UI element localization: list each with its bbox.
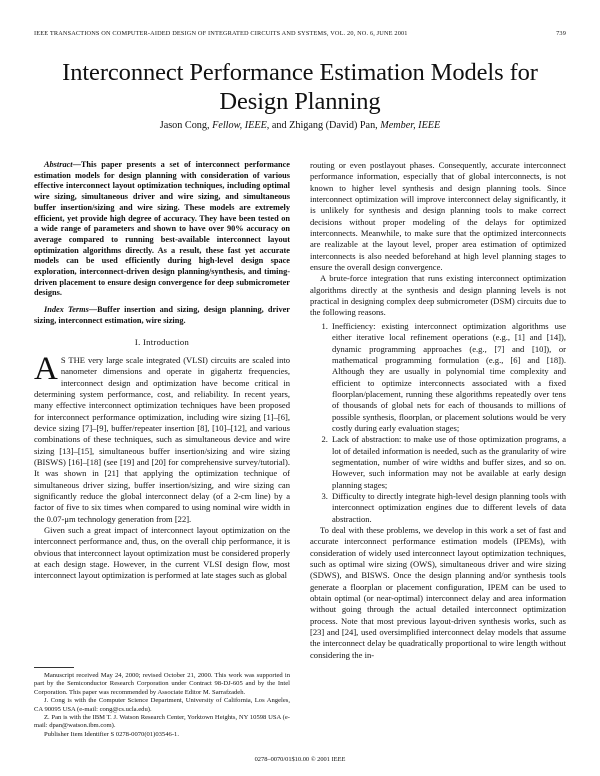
footnote-publisher-id: Publisher Item Identifier S 0278-0070(01)03546-1. bbox=[44, 730, 179, 738]
drop-cap: A bbox=[34, 350, 58, 387]
abstract-text: —This paper presents a set of interconnect performance estimation models for design planning with consideration of various effective interconnect layout optimization techniques, including optimal wire sizing, simultaneous driver and wire sizing, and simultaneous buffer insertion/sizing and wire sizing. These models are extremely efficient, yet provide high degree of accuracy. They have been tested on a wide range of parameters and shown to have over 90% accuracy on average compared to running best-available interconnect layout optimization algorithms directly. As a result, these fast yet accurate models can be used efficiently during high-level design space exploration, interconnect-driven design planning/synthesis, and timing-driven placement to ensure design convergence for deep submicrometer designs. bbox=[34, 160, 290, 298]
left-column bbox=[34, 160, 290, 582]
index-terms-label: Index Terms bbox=[44, 305, 89, 315]
footnotes bbox=[34, 672, 290, 739]
intro-p1-text: S THE very large scale integrated (VLSI) circuits are scaled into nanometer dimensions and operate in gigahertz frequencies, interconnect design and optimization have become critical in determining system performance, cost, and reliability. In recent years, many effective interconnect optimization techniques have been proposed for interconnect performance optimization, including wire sizing [1]–[6], device sizing [7]–[9], buffer/repeater insertion [8], [10]–[12], and various combinations of these techniques, such as simultaneous device and wire sizing [13]–[15], simultaneous buffer insertion/sizing and wire sizing (BISWS) [16]–[18] (see [19] and [20] for comprehensive survey/tutorial). It was shown in [21] that applying the optimization technique of simultaneous driver sizing, buffer insertion/sizing, and wire sizing can significantly reduce the global interconnect delay (of a 2-cm line) by a factor of five to six times when compared to using nominal wire width in the 0.07-μm technology generation from [22]. bbox=[34, 354, 290, 524]
footnote-manuscript: Manuscript received May 24, 2000; revised October 21, 2000. This work was supported in part by the Semiconductor Research Corporation under Contract 98-DJ-605 and by the Intel Corporation. This paper was recommended by Associate Editor M. Sarrafzadeh. bbox=[34, 672, 290, 696]
list-item: 1. Inefficiency: existing interconnect optimization algorithms use either iterative local refinement operations (e.g., [1] and [14]), dynamic programming approaches (e.g., [7] and [10]), or mathematical programming formulation (e.g., [6] and [18]). Although they are usually in polynomial time complexity and efficient to optimize interconnects associated with a fixed floorplan/placement, running these algorithms repeatedly over tens of thousands of global nets for each of thousands to millions of possible synthesis, floorplan, or placement solutions would be very costly during early evaluation stages; bbox=[330, 321, 566, 434]
reason-list bbox=[310, 321, 566, 525]
right-paragraph-2: A brute-force integration that runs existing interconnect optimization algorithms directly at the synthesis and design planning levels is not practical in designing complex deep submicrometer (DSM) circuits due to the following reasons. bbox=[310, 273, 566, 318]
author-1-name: Jason Cong, bbox=[159, 120, 210, 131]
intro-paragraph-2: Given such a great impact of interconnect layout optimization on the interconnect performance and, thus, on the overall chip performance, it is obvious that interconnect layout optimization must be considered properly at each design stage. However, in the current VLSI design flow, most interconnect layout optimization is performed at late stages such as global bbox=[34, 525, 290, 581]
right-paragraph-1: routing or even postlayout phases. Consequently, accurate interconnect performance information, especially that of global interconnects, is not known to higher level synthesis and design planning tools. Since interconnect optimization will improve interconnect delay significantly, it is unlikely for synthesis and design planning tools to make correct decisions without proper modeling of the delays for optimized interconnects. Meanwhile, to make sure that the optimized interconnects are realizable at the layout level, proper area estimation of optimized interconnects is also needed beforehand at high level planning stages to ensure the overall design convergence. bbox=[310, 160, 566, 273]
author-2-name: Zhigang (David) Pan, bbox=[289, 120, 378, 131]
author-and: and bbox=[271, 120, 287, 131]
index-terms-text: —Buffer insertion and sizing, design planning, driver sizing, interconnect estimation, wire sizing. bbox=[34, 305, 290, 325]
right-column bbox=[310, 160, 566, 661]
abstract-label: Abstract bbox=[44, 160, 73, 169]
right-paragraph-3: To deal with these problems, we develop in this work a set of fast and accurate interconnect performance estimation models (IPEMs), with consideration of widely used interconnect layout optimization techniques, such as optimal wire sizing (OWS), simultaneous driver and wire sizing (SDWS), and BISWS. Once the design planning and/or synthesis tools generate a floorplan or placement configuration, IPEM can be used to obtain optimal (or near-optimal) interconnect delay and area information without going through the actual detailed interconnect optimization process. Note that most previous layout-driven synthesis works, such as [23] and [24], used oversimplified interconnect delay models that assume the interconnect delay be quadratically proportional to wire length without considering the in- bbox=[310, 525, 566, 660]
index-terms bbox=[34, 305, 290, 326]
footnote-cong: J. Cong is with the Computer Science Department, University of California, Los Angeles, CA 90095 USA (e-mail: cong@cs.ucla.edu). bbox=[34, 697, 290, 713]
abstract bbox=[34, 160, 290, 299]
section-heading: I. Introduction bbox=[134, 336, 190, 347]
list-item: 3. Difficulty to directly integrate high-level design planning tools with interconnect optimization engines due to different levels of data abstraction. bbox=[330, 491, 566, 525]
journal-header: IEEE TRANSACTIONS ON COMPUTER-AIDED DESIGN OF INTEGRATED CIRCUITS AND SYSTEMS, VOL. 20, NO. 6, JUNE 2001 bbox=[34, 30, 408, 37]
footnote-pan: Z. Pan is with the IBM T. J. Watson Research Center, Yorktown Heights, NY 10598 USA (e-mail: dpan@watson.ibm.com). bbox=[34, 714, 290, 730]
intro-paragraph-1 bbox=[34, 350, 290, 525]
paper-title: Interconnect Performance Estimation Models for Design Planning bbox=[62, 59, 538, 115]
footnote-rule bbox=[34, 667, 74, 668]
page-number: 739 bbox=[556, 30, 566, 37]
list-item: 2. Lack of abstraction: to make use of those optimization programs, a lot of detailed information is needed, such as the granularity of wire segmentation, number of wire widths and buffer sizes, and so on. However, such information may not be available at early design planning stages; bbox=[330, 434, 566, 491]
author-1-role: Fellow, IEEE, bbox=[212, 120, 270, 131]
copyright-line: 0278–0070/01$10.00 © 2001 IEEE bbox=[254, 756, 346, 763]
author-2-role: Member, IEEE bbox=[380, 120, 441, 131]
author-line bbox=[40, 120, 560, 131]
running-header bbox=[34, 30, 566, 37]
